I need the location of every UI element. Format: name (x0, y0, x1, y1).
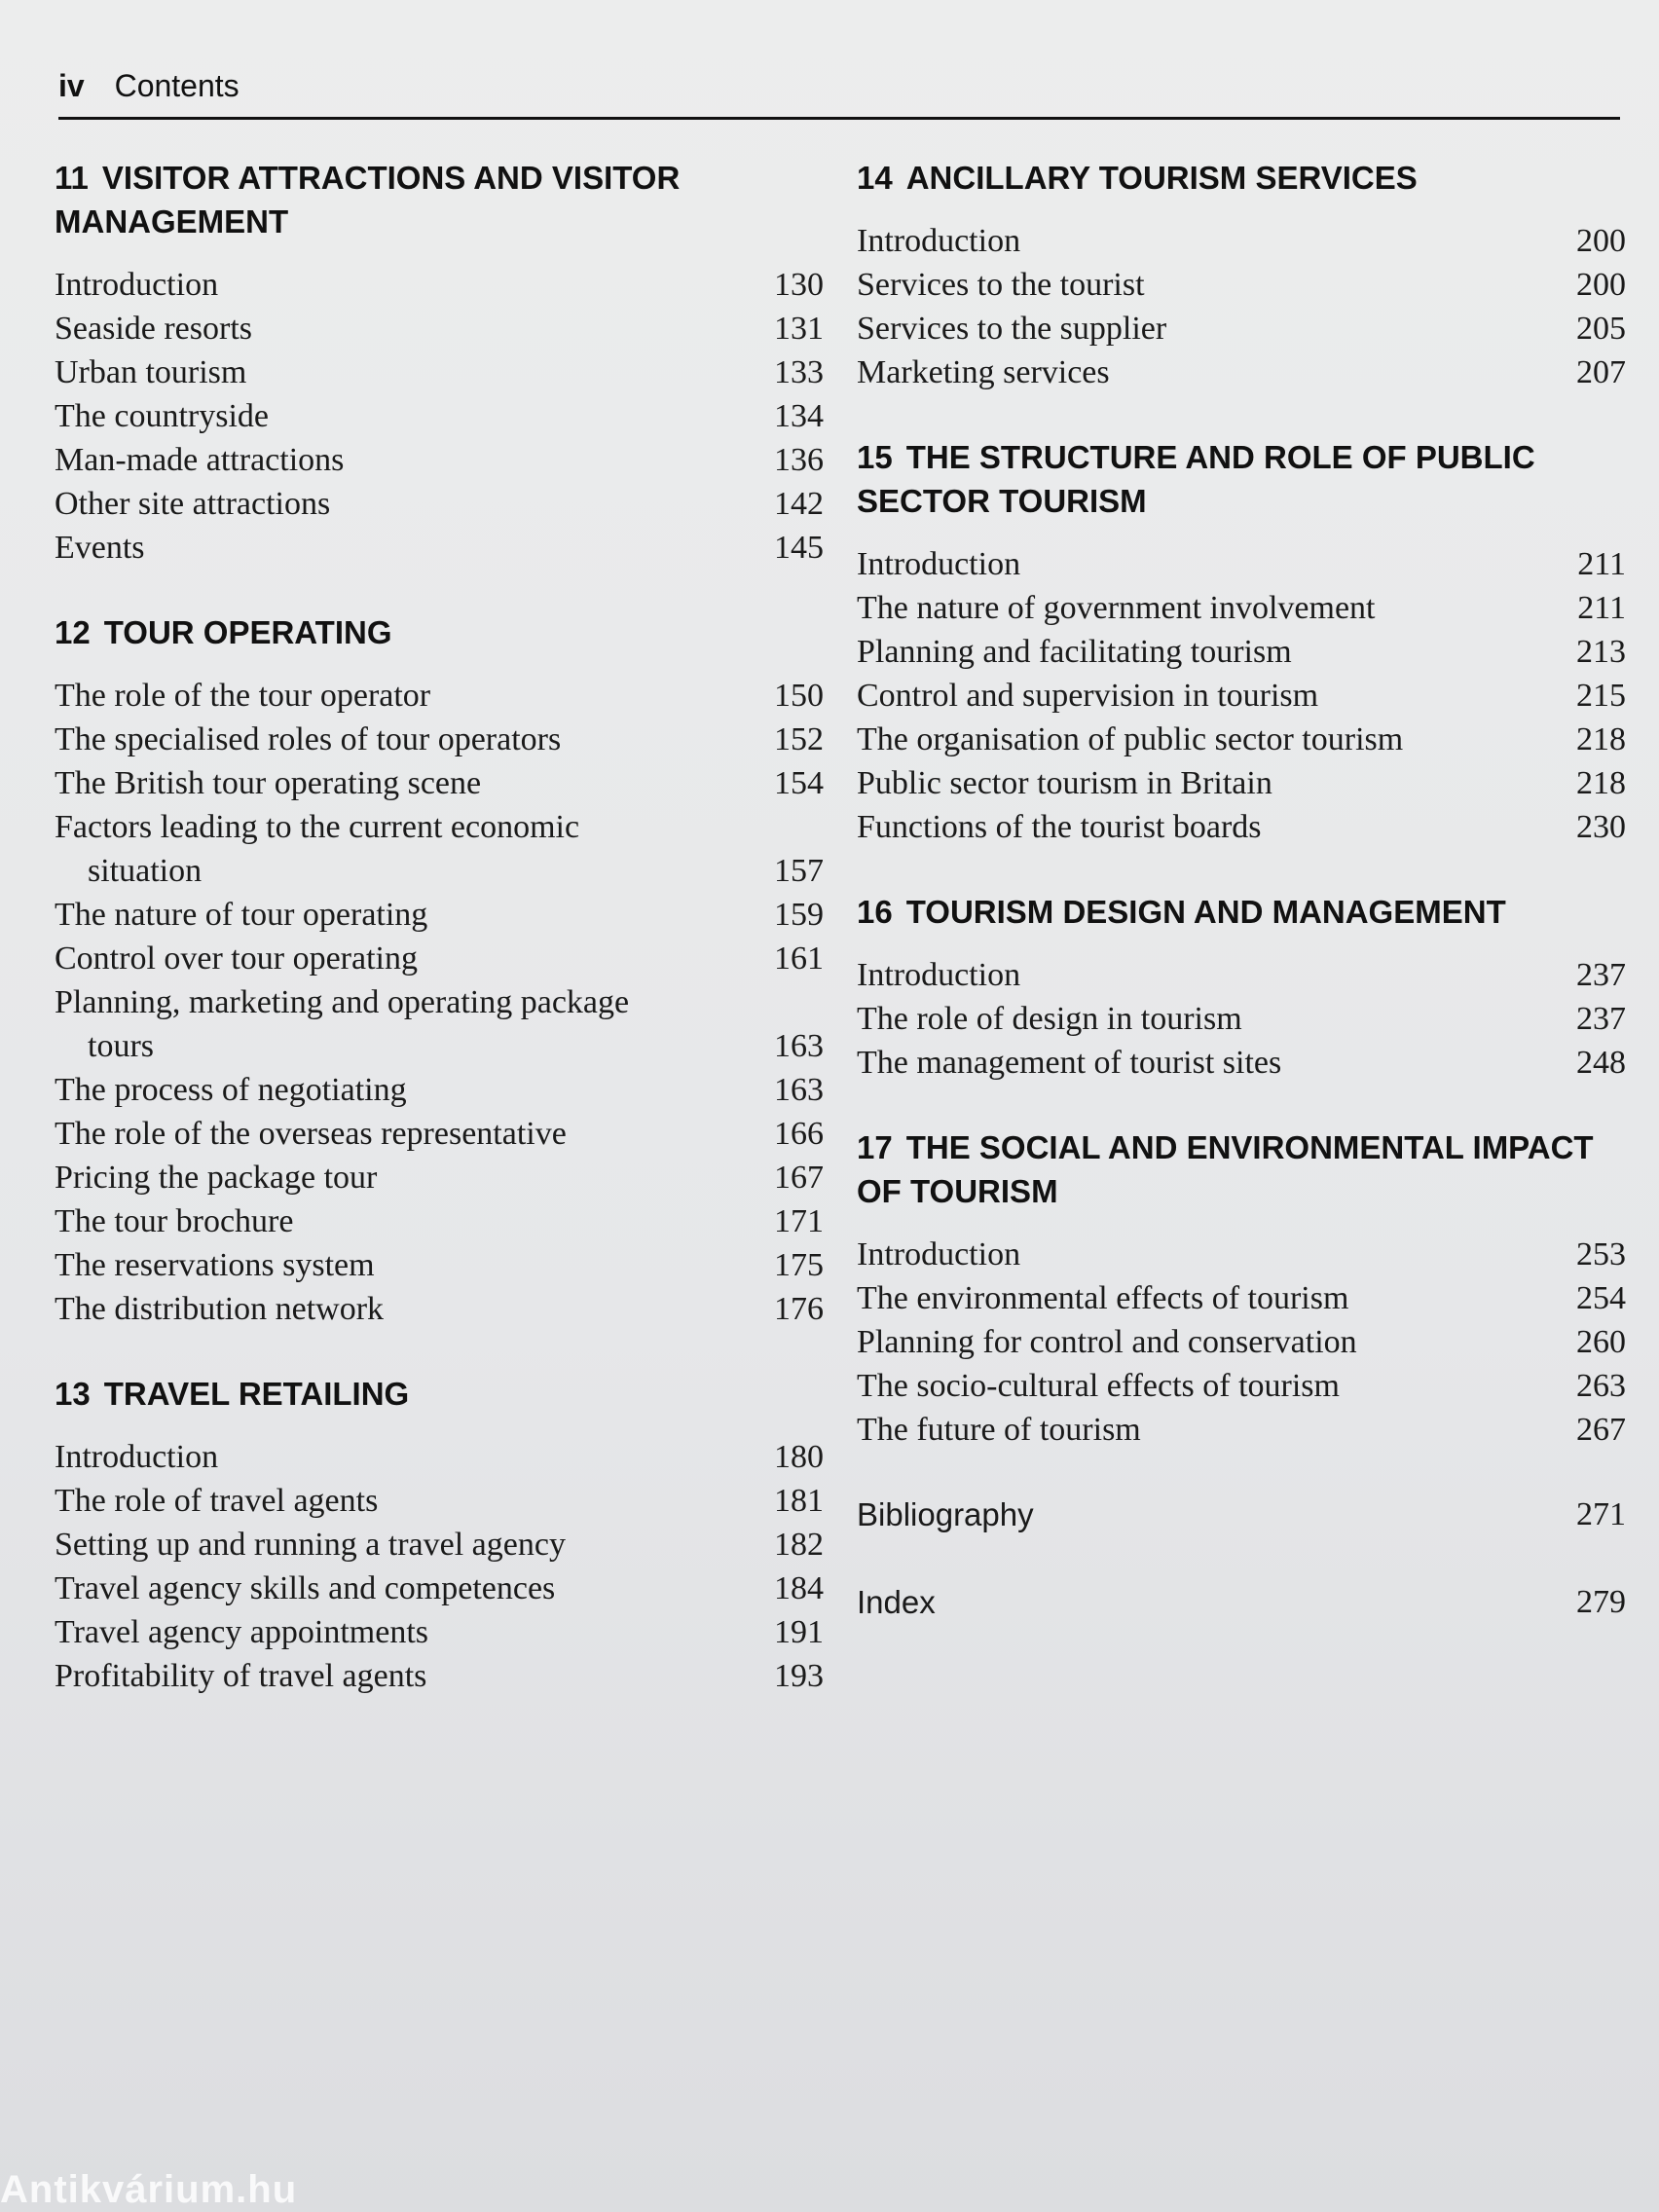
back-matter (857, 1493, 1626, 1624)
entry-title (55, 1654, 756, 1698)
entry-page-number: 142 (774, 486, 824, 522)
entry-title (55, 893, 756, 937)
entry-title-text: The role of the tour operator (55, 678, 431, 714)
entry-title-text: Introduction (55, 1439, 219, 1475)
chapter-number: 14 (857, 160, 893, 196)
toc-entry[interactable] (55, 937, 824, 980)
chapter-section (55, 610, 824, 1331)
chapter-title: VISITOR ATTRACTIONS AND VISITOR MANAGEMENT (55, 160, 681, 240)
back-matter-title: Bibliography (857, 1496, 1034, 1532)
entry-page-number: 163 (774, 1028, 824, 1064)
right-chapter-list (857, 156, 1626, 1452)
entry-title (55, 438, 756, 482)
back-matter-title: Index (857, 1584, 936, 1620)
toc-entry[interactable] (55, 1156, 824, 1199)
toc-entry[interactable] (55, 761, 824, 805)
toc-entry[interactable] (55, 263, 824, 307)
chapter-heading (55, 610, 824, 654)
toc-entry[interactable] (857, 350, 1626, 394)
entry-title (857, 718, 1558, 761)
toc-entry[interactable] (55, 1654, 824, 1698)
chapter-section (55, 156, 824, 570)
entry-title-text: The organisation of public sector tourism (857, 721, 1404, 757)
entry-title-text: Control over tour operating (55, 940, 418, 977)
entry-title (55, 263, 756, 307)
watermark: Antikvárium.hu (0, 2168, 298, 2211)
entry-title-text: Marketing services (857, 354, 1110, 390)
entry-title (857, 1320, 1558, 1364)
entry-title (55, 1610, 756, 1654)
entry-title-text: The environmental effects of tourism (857, 1280, 1349, 1316)
entry-page-number: 176 (774, 1291, 824, 1327)
entry-page-number: 131 (774, 311, 824, 347)
entry-title (55, 761, 756, 805)
chapter-section (55, 1372, 824, 1698)
chapter-section (857, 435, 1626, 849)
entry-page-number: 237 (1576, 1001, 1626, 1037)
chapter-title: TRAVEL RETAILING (103, 1376, 410, 1412)
entry-title (55, 1523, 756, 1567)
entry-title (857, 953, 1558, 997)
toc-entry[interactable] (857, 805, 1626, 849)
entry-page-number: 159 (774, 897, 824, 933)
entry-title-text: Control and supervision in tourism (857, 678, 1319, 714)
toc-entry[interactable] (55, 394, 824, 438)
toc-entry[interactable] (857, 586, 1626, 630)
toc-entry[interactable] (55, 805, 824, 893)
entry-page-number: 175 (774, 1247, 824, 1283)
entry-page-number: 248 (1576, 1045, 1626, 1081)
running-head (58, 68, 240, 104)
toc-entry[interactable] (857, 307, 1626, 350)
entry-title (857, 1408, 1558, 1452)
chapter-number: 16 (857, 894, 893, 930)
toc-entry[interactable] (55, 718, 824, 761)
toc-entry[interactable] (857, 219, 1626, 263)
entry-page-number: 145 (774, 530, 824, 566)
entry-page-number: 171 (774, 1203, 824, 1239)
entry-page-number: 191 (774, 1614, 824, 1650)
entry-page-number: 200 (1576, 267, 1626, 303)
entry-title-text: The distribution network (55, 1291, 385, 1327)
toc-entry[interactable] (857, 953, 1626, 997)
entry-page-number: 182 (774, 1527, 824, 1563)
toc-entry[interactable] (55, 1523, 824, 1567)
entry-title (55, 1156, 756, 1199)
toc-entry[interactable] (55, 526, 824, 570)
entry-page-number: 260 (1576, 1324, 1626, 1360)
entry-title-text: Seaside resorts (55, 311, 253, 347)
entry-title (857, 674, 1558, 718)
entry-page-number: 180 (774, 1439, 824, 1475)
entry-title (55, 1435, 756, 1479)
entry-title (55, 805, 756, 893)
chapter-heading (857, 1125, 1626, 1213)
entry-title-text: Introduction (55, 267, 219, 303)
entry-title-text: Events (55, 530, 145, 566)
entry-title (857, 1364, 1558, 1408)
entry-title (857, 1276, 1558, 1320)
entry-page-number: 181 (774, 1483, 824, 1519)
entry-title-text: Factors leading to the current economic (55, 809, 580, 845)
entry-title (55, 1567, 756, 1610)
entry-page-number: 184 (774, 1570, 824, 1606)
entry-title-text: Planning and facilitating tourism (857, 634, 1292, 670)
entry-title (55, 394, 756, 438)
entry-title-text: Travel agency skills and competences (55, 1570, 556, 1606)
entry-title-text: Planning for control and conservation (857, 1324, 1357, 1360)
entry-title (55, 980, 756, 1068)
entry-title-text: The countryside (55, 398, 269, 434)
entry-title (55, 674, 756, 718)
chapter-number: 15 (857, 439, 893, 475)
toc-entry[interactable] (55, 1199, 824, 1243)
entry-title (857, 542, 1558, 586)
entry-page-number: 213 (1576, 634, 1626, 670)
toc-entry[interactable] (857, 1276, 1626, 1320)
chapter-number: 11 (55, 160, 89, 196)
page-title: Contents (114, 68, 240, 103)
toc-entry[interactable] (857, 1320, 1626, 1364)
entry-title (857, 263, 1558, 307)
back-matter-entry[interactable] (857, 1580, 1626, 1624)
entry-title-text: The tour brochure (55, 1203, 294, 1239)
entry-title-text: The specialised roles of tour operators (55, 721, 562, 757)
entry-title (55, 526, 756, 570)
entry-title-text: The nature of government involvement (857, 590, 1376, 626)
chapter-title: TOUR OPERATING (103, 614, 392, 650)
entry-title-text: Urban tourism (55, 354, 247, 390)
entry-title (55, 350, 756, 394)
toc-entry[interactable] (55, 350, 824, 394)
entry-title (857, 1233, 1558, 1276)
entry-title-text: Introduction (857, 957, 1021, 993)
toc-entry[interactable] (857, 1233, 1626, 1276)
entry-title-text: The management of tourist sites (857, 1045, 1282, 1081)
chapter-number: 12 (55, 614, 91, 650)
entry-page-number: 218 (1576, 765, 1626, 801)
entry-page-number: 215 (1576, 678, 1626, 714)
entry-title-text: The role of design in tourism (857, 1001, 1242, 1037)
back-matter-page: 271 (1576, 1496, 1626, 1532)
entry-page-number: 167 (774, 1160, 824, 1196)
entry-title-text: The future of tourism (857, 1412, 1141, 1448)
entry-title-text: The nature of tour operating (55, 897, 428, 933)
entry-page-number: 163 (774, 1072, 824, 1108)
entry-title (55, 1068, 756, 1112)
entry-page-number: 267 (1576, 1412, 1626, 1448)
left-column (55, 156, 824, 1739)
toc-entry[interactable] (857, 542, 1626, 586)
entry-page-number: 218 (1576, 721, 1626, 757)
entry-title-text: Introduction (857, 546, 1021, 582)
entry-title (857, 805, 1558, 849)
toc-entry[interactable] (857, 674, 1626, 718)
entry-title (55, 937, 756, 980)
entry-title-text: Introduction (857, 223, 1021, 259)
toc-entry[interactable] (55, 1567, 824, 1610)
back-matter-page: 279 (1576, 1584, 1626, 1620)
header-rule (58, 117, 1620, 120)
entry-page-number: 205 (1576, 311, 1626, 347)
entry-title-continuation: situation (88, 853, 203, 889)
entry-title (55, 1243, 756, 1287)
entry-page-number: 130 (774, 267, 824, 303)
entry-page-number: 254 (1576, 1280, 1626, 1316)
toc-entry[interactable] (55, 482, 824, 526)
entry-title-text: Man-made attractions (55, 442, 345, 478)
entry-page-number: 200 (1576, 223, 1626, 259)
entry-title (857, 586, 1558, 630)
entry-page-number: 134 (774, 398, 824, 434)
toc-entry[interactable] (857, 1408, 1626, 1452)
toc-entry[interactable] (55, 1287, 824, 1331)
entry-title (55, 1112, 756, 1156)
toc-entry[interactable] (55, 438, 824, 482)
toc-entry[interactable] (55, 1112, 824, 1156)
entry-page-number: 157 (774, 853, 824, 889)
toc-entry[interactable] (857, 997, 1626, 1041)
toc-entry[interactable] (55, 307, 824, 350)
chapter-section (857, 156, 1626, 394)
entry-title-text: Other site attractions (55, 486, 331, 522)
toc-entry[interactable] (857, 1364, 1626, 1408)
entry-title-text: The role of the overseas representative (55, 1116, 567, 1152)
entry-title-text: Introduction (857, 1236, 1021, 1272)
entry-title (55, 1479, 756, 1523)
entry-title (857, 307, 1558, 350)
toc-entry[interactable] (55, 1479, 824, 1523)
chapter-number: 17 (857, 1129, 893, 1165)
entry-title (857, 219, 1558, 263)
chapter-number: 13 (55, 1376, 91, 1412)
entry-title (55, 718, 756, 761)
entry-title-text: Profitability of travel agents (55, 1658, 427, 1694)
entry-title (55, 307, 756, 350)
chapter-section (857, 1125, 1626, 1452)
chapter-title: ANCILLARY TOURISM SERVICES (905, 160, 1418, 196)
entry-title-text: Services to the tourist (857, 267, 1145, 303)
entry-title-text: Travel agency appointments (55, 1614, 428, 1650)
chapter-title: THE STRUCTURE AND ROLE OF PUBLIC SECTOR TOURISM (857, 439, 1535, 519)
entry-page-number: 207 (1576, 354, 1626, 390)
entry-title-text: The reservations system (55, 1247, 375, 1283)
chapter-heading (857, 890, 1626, 934)
chapter-title: THE SOCIAL AND ENVIRONMENTAL IMPACT OF TOURISM (857, 1129, 1594, 1209)
entry-title-text: Functions of the tourist boards (857, 809, 1262, 845)
entry-title (857, 997, 1558, 1041)
entry-title-text: The British tour operating scene (55, 765, 482, 801)
entry-page-number: 211 (1577, 590, 1626, 626)
chapter-heading (55, 156, 824, 243)
entry-page-number: 230 (1576, 809, 1626, 845)
entry-page-number: 253 (1576, 1236, 1626, 1272)
toc-entry[interactable] (55, 1610, 824, 1654)
toc-entry[interactable] (857, 761, 1626, 805)
toc-entry[interactable] (55, 1435, 824, 1479)
entry-title (857, 761, 1558, 805)
toc-entry[interactable] (857, 263, 1626, 307)
entry-page-number: 263 (1576, 1368, 1626, 1404)
right-column (857, 156, 1626, 1668)
entry-page-number: 237 (1576, 957, 1626, 993)
entry-title-text: Planning, marketing and operating package (55, 984, 630, 1020)
toc-entry[interactable] (55, 893, 824, 937)
entry-title (55, 1199, 756, 1243)
toc-entry[interactable] (857, 718, 1626, 761)
page-number: iv (58, 68, 85, 103)
entry-title (857, 630, 1558, 674)
entry-title-text: Services to the supplier (857, 311, 1167, 347)
toc-entry[interactable] (55, 1068, 824, 1112)
entry-title (857, 350, 1558, 394)
toc-entry[interactable] (55, 674, 824, 718)
entry-page-number: 152 (774, 721, 824, 757)
entry-title-text: Pricing the package tour (55, 1160, 378, 1196)
entry-page-number: 193 (774, 1658, 824, 1694)
chapter-heading (857, 156, 1626, 200)
toc-entry[interactable] (857, 1041, 1626, 1085)
toc-entry[interactable] (55, 980, 824, 1068)
entry-page-number: 211 (1577, 546, 1626, 582)
entry-title-text: Public sector tourism in Britain (857, 765, 1272, 801)
toc-entry[interactable] (55, 1243, 824, 1287)
back-matter-entry[interactable] (857, 1493, 1626, 1536)
entry-title-text: The role of travel agents (55, 1483, 379, 1519)
entry-title-text: Setting up and running a travel agency (55, 1527, 566, 1563)
entry-title (55, 482, 756, 526)
entry-title-text: The process of negotiating (55, 1072, 407, 1108)
chapter-section (857, 890, 1626, 1085)
entry-page-number: 161 (774, 940, 824, 977)
entry-page-number: 133 (774, 354, 824, 390)
entry-title (55, 1287, 756, 1331)
entry-page-number: 150 (774, 678, 824, 714)
toc-entry[interactable] (857, 630, 1626, 674)
entry-title (857, 1041, 1558, 1085)
entry-page-number: 166 (774, 1116, 824, 1152)
entry-page-number: 154 (774, 765, 824, 801)
entry-title-continuation: tours (88, 1028, 154, 1064)
chapter-heading (857, 435, 1626, 523)
chapter-heading (55, 1372, 824, 1416)
entry-title-text: The socio-cultural effects of tourism (857, 1368, 1340, 1404)
chapter-title: TOURISM DESIGN AND MANAGEMENT (905, 894, 1506, 930)
entry-page-number: 136 (774, 442, 824, 478)
